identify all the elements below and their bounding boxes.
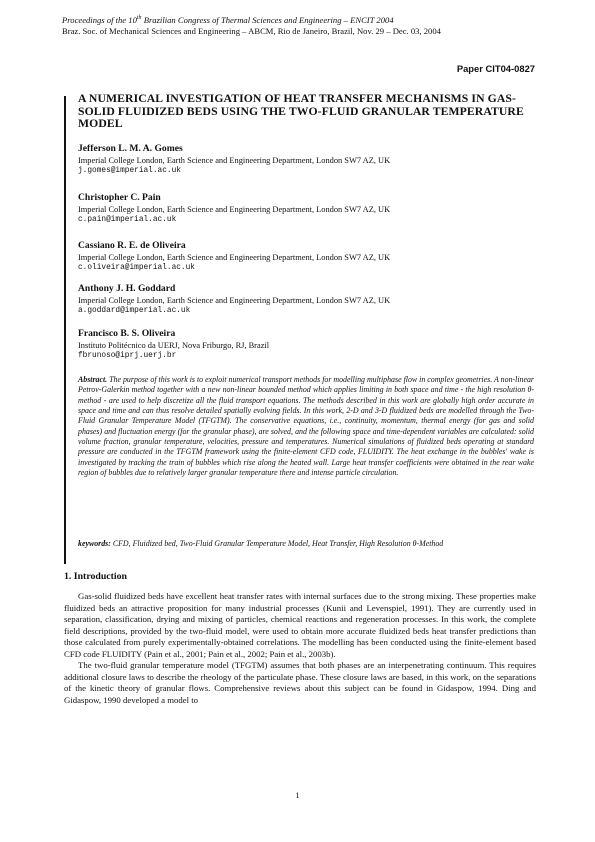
author-email: fbrunoso@iprj.uerj.br — [78, 352, 177, 360]
author-email: j.gomes@imperial.ac.uk — [78, 167, 181, 175]
paper-id: Paper CIT04-0827 — [456, 63, 535, 74]
author-name: Francisco B. S. Oliveira — [78, 328, 176, 339]
keywords — [78, 539, 534, 549]
author-email: c.oliveira@imperial.ac.uk — [78, 264, 195, 272]
author-affiliation: Imperial College London, Earth Science and Engineering Department, London SW7 AZ, UK — [78, 253, 391, 262]
author-name: Jefferson L. M. A. Gomes — [78, 143, 183, 154]
paragraph: Gas-solid fluidized beds have excellent heat transfer rates with internal surfaces due to the strong mixing. These properties make fluidized beds an attractive proposition for many industrial processes (Kunii and Levenspiel, 1991). They are currently used in separation, classification, drying and mixing of particles, chemical reactions and regeneration processes. In this work, the complete field descriptions, provided by the two-fluid model, were used to obtain more accurate fluidized beds heat transfer predictions than those calculated from purely experimentally-obtained correlations. The modelling has been conducted using the finite-element based CFD code FLUIDITY (Pain et al., 2001; Pain et al., 2002; Pain et al., 2003b). — [64, 591, 536, 659]
keywords-text: CFD, Fluidized bed, Two-Fluid Granular Temperature Model, Heat Transfer, High Resolution θ-Method — [110, 539, 444, 548]
author-affiliation: Instituto Politécnico da UERJ, Nova Friburgo, RJ, Brazil — [78, 341, 270, 350]
body-text — [64, 591, 536, 706]
author-name: Christopher C. Pain — [78, 192, 161, 203]
author-name: Cassiano R. E. de Oliveira — [78, 240, 186, 251]
page-number: 1 — [295, 790, 300, 800]
author-email: a.goddard@imperial.ac.uk — [78, 307, 191, 315]
author-email: c.pain@imperial.ac.uk — [78, 216, 177, 224]
paragraph: The two-fluid granular temperature model (TFGTM) assumes that both phases are an interpenetrating continuum. This requires additional closure laws to describe the rheology of the particulate phase. These closure laws are based, in this work, on the separations of the kinetic theory of granular flows. Comprehensive reviews about this subject can be found in Gidaspow, 1994. Ding and Gidaspow, 1990 developed a model to — [64, 660, 536, 705]
header-superscript: th — [136, 15, 142, 22]
section-heading: 1. Introduction — [64, 571, 127, 582]
society-header: Braz. Soc. of Mechanical Sciences and Engineering – ABCM, Rio de Janeiro, Brazil, Nov. 29 – Dec. 03, 2004 — [62, 26, 441, 36]
author-block — [78, 192, 548, 226]
author-affiliation: Imperial College London, Earth Science and Engineering Department, London SW7 AZ, UK — [78, 205, 391, 214]
abstract — [78, 375, 534, 478]
header-text: Proceedings of the 10 — [62, 15, 137, 25]
author-affiliation: Imperial College London, Earth Science and Engineering Department, London SW7 AZ, UK — [78, 156, 391, 165]
author-block — [78, 283, 548, 317]
author-affiliation: Imperial College London, Earth Science and Engineering Department, London SW7 AZ, UK — [78, 296, 391, 305]
proceedings-header — [62, 15, 394, 25]
author-block — [78, 143, 548, 177]
author-block — [78, 240, 548, 274]
keywords-label: keywords: — [78, 539, 111, 548]
abstract-label: Abstract. — [78, 375, 108, 384]
paper-title: A NUMERICAL INVESTIGATION OF HEAT TRANSFER MECHANISMS IN GAS-SOLID FLUIDIZED BEDS USING THE TWO-FLUID GRANULAR TEMPERATURE MODEL — [78, 92, 524, 130]
author-block — [78, 328, 548, 362]
author-name: Anthony J. H. Goddard — [78, 283, 176, 294]
abstract-text: The purpose of this work is to exploit numerical transport methods for modelling multiphase flow in complex geometries. A non-linear Petrov-Galerkin method together with a new non-linear bounded method which applies limiting in both space and time - the high resolution θ-method - are used to help discretize all the fluid transport equations. The methods described in this work are globally high order accurate in space and time and can thus resolve detailed spatially evolving fields. In this work, 2-D and 3-D fluidized beds are modelled through the Two-Fluid Granular Temperature Model (TFGTM). The conservative equations, i.e., continuity, momentum, thermal energy (for gas and solid phases) and fluctuation energy (for the granular phase), are solved, and the following space and time-dependent variables are calculated: solid volume fraction, granular temperature, velocities, pressure and temperatures. Numerical simulations of fluidized beds operating at standard pressure are conducted in the TFGTM framework using the finite-element CFD code, FLUIDITY. The heat exchange in the bubbles' wake is investigated by tracking the train of bubbles which rise along the heated wall. Large heat transfer coefficients were obtained in the rear wake region of bubbles due to relatively larger granular temperature there and intense particle circulation. — [78, 375, 534, 478]
header-text-cont: Brazilian Congress of Thermal Sciences and Engineering – ENCIT 2004 — [141, 15, 394, 25]
title-block-rule — [64, 96, 66, 564]
